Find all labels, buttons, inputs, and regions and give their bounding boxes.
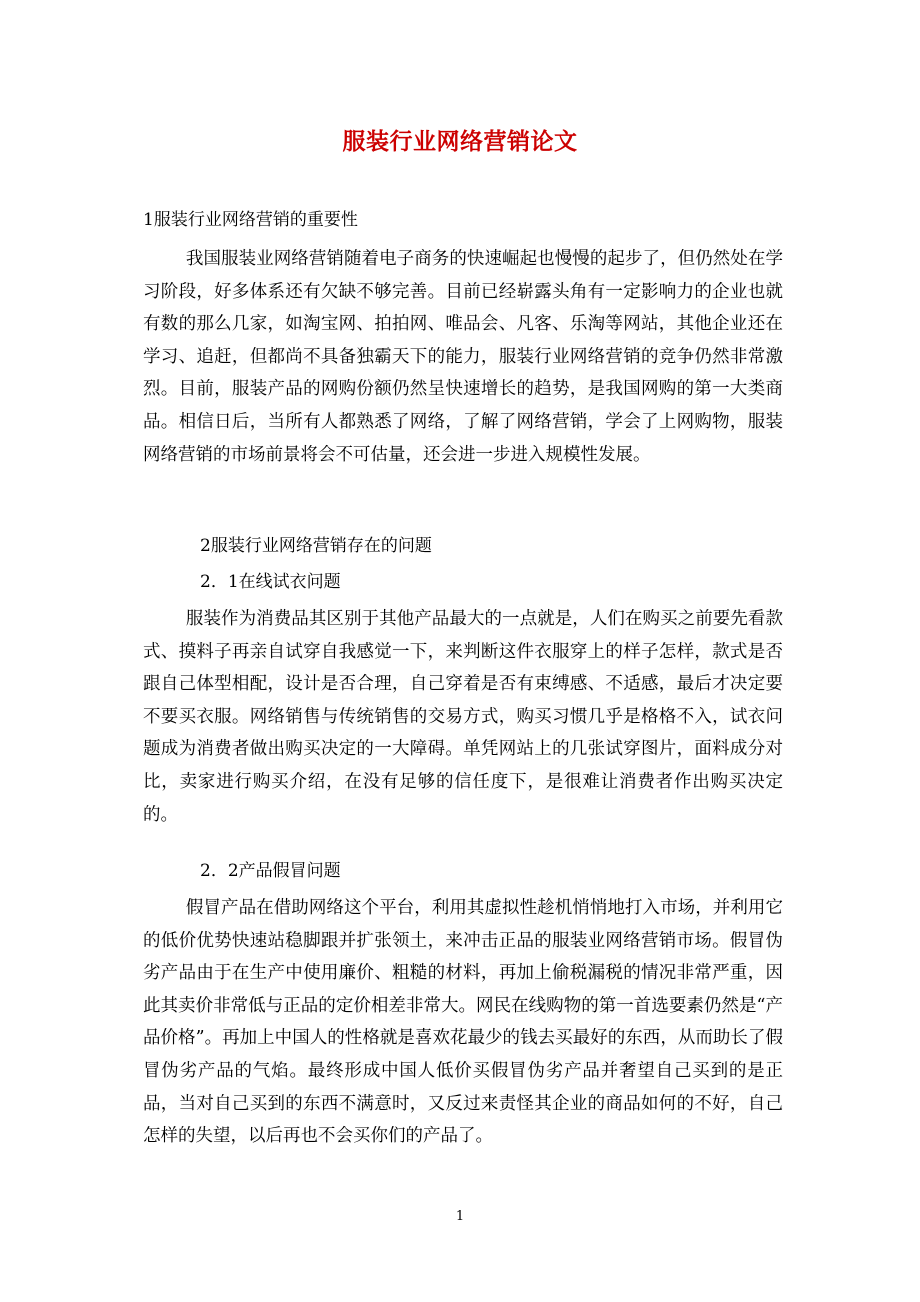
section-paragraph-1: 我国服装业网络营销随着电子商务的快速崛起也慢慢的起步了，但仍然处在学习阶段，好多体系还有欠缺不够完善。目前已经崭露头角有一定影响力的企业也就有数的那么几家，如淘宝网、拍拍网、唯品会、凡客、乐淘等网站，其他企业还在学习、追赶，但都尚不具备独霸天下的能力，服装行业网络营销的竞争仍然非常激烈。目前，服装产品的网购份额仍然呈快速增长的趋势，是我国网购的第一大类商品。相信日后，当所有人都熟悉了网络，了解了网络营销，学会了上网购物，服装网络营销的市场前景将会不可估量，还会进一步进入规模性发展。 — [143, 249, 783, 465]
section-heading-2: 2服装行业网络营销存在的问题 — [200, 536, 432, 556]
section-paragraph-2-2: 假冒产品在借助网络这个平台，利用其虚拟性趁机悄悄地打入市场，并利用它的低价优势快速站稳脚跟并扩张领土，来冲击正品的服装业网络营销市场。假冒伪劣产品由于在生产中使用廉价、粗糙的材料，再加上偷税漏税的情况非常严重，因此其卖价非常低与正品的定价相差非常大。网民在线购物的第一首选要素仍然是“产品价格”。再加上中国人的性格就是喜欢花最少的钱去买最好的东西，从而助长了假冒伪劣产品的气焰。最终形成中国人低价买假冒伪劣产品并奢望自己买到的是正品，当对自己买到的东西不满意时，又反过来责怪其企业的商品如何的不好，自己怎样的失望，以后再也不会买你们的产品了。 — [143, 898, 783, 1147]
section-heading-2-2: 2．2产品假冒问题 — [200, 861, 341, 881]
page-number: 1 — [455, 1209, 465, 1224]
document-title: 服装行业网络营销论文 — [342, 128, 578, 155]
section-paragraph-2-1: 服装作为消费品其区别于其他产品最大的一点就是，人们在购买之前要先看款式、摸料子再亲自试穿自我感觉一下，来判断这件衣服穿上的样子怎样，款式是否跟自己体型相配，设计是否合理，自己穿着是否有束缚感、不适感，最后才决定要不要买衣服。网络销售与传统销售的交易方式，购买习惯几乎是格格不入，试衣问题成为消费者做出购买决定的一大障碍。单凭网站上的几张试穿图片，面料成分对比，卖家进行购买介绍，在没有足够的信任度下，是很难让消费者作出购买决定的。 — [143, 609, 783, 825]
section-heading-1: 1服装行业网络营销的重要性 — [143, 210, 358, 230]
section-heading-2-1: 2．1在线试衣问题 — [200, 572, 341, 592]
